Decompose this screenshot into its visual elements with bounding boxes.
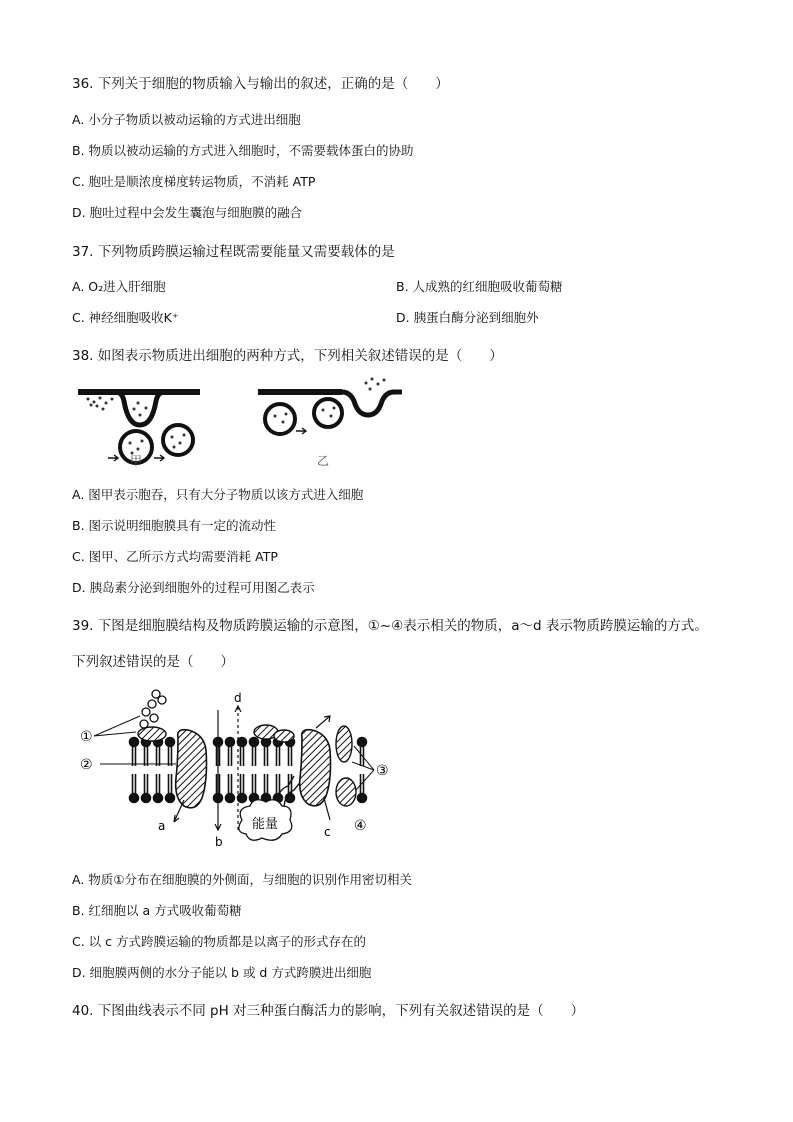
question-39-stem-line2: 下列叙述错误的是（ ）: [72, 654, 234, 670]
q39-option-c: C. 以 c 方式跨膜运输的物质都是以离子的形式存在的: [72, 934, 366, 949]
label-2: ②: [80, 757, 93, 773]
q37-option-c: C. 神经细胞吸收K⁺: [72, 310, 179, 325]
q37-option-d: D. 胰蛋白酶分泌到细胞外: [396, 310, 539, 325]
surface-protein-1: [138, 727, 166, 741]
carrier-protein-c: [300, 730, 331, 806]
q38-option-a: A. 图甲表示胞吞，只有大分子物质以该方式进入细胞: [72, 487, 364, 502]
q36-option-c: C. 胞吐是顺浓度梯度转运物质，不消耗 ATP: [72, 174, 316, 189]
q36-option-d: D. 胞吐过程中会发生囊泡与细胞膜的融合: [72, 205, 303, 220]
figure-label-jia: 甲: [130, 454, 143, 468]
label-1: ①: [80, 729, 93, 745]
q39-option-a: A. 物质①分布在细胞膜的外侧面，与细胞的识别作用密切相关: [72, 872, 412, 887]
q38-option-c: C. 图甲、乙所示方式均需要消耗 ATP: [72, 549, 278, 564]
label-c: c: [324, 825, 331, 839]
endo-exocytosis-figure: [72, 375, 412, 475]
question-38-stem: 38. 如图表示物质进出细胞的两种方式，下列相关叙述错误的是（ ）: [72, 348, 503, 364]
q37-option-a: A. O₂进入肝细胞: [72, 279, 166, 294]
q39-option-b: B. 红细胞以 a 方式吸收葡萄糖: [72, 903, 242, 918]
arrow-b: [215, 710, 221, 830]
question-36-stem: 36. 下列关于细胞的物质输入与输出的叙述，正确的是（ ）: [72, 76, 449, 92]
glycoprotein-chain: [140, 690, 166, 728]
label-3: ③: [376, 763, 389, 779]
carrier-protein-a: [176, 730, 207, 808]
question-39-stem-line1: 39. 下图是细胞膜结构及物质跨膜运输的示意图，①~④表示相关的物质，a～d 表示物质跨膜运输的方式。: [72, 618, 708, 634]
q38-option-d: D. 胰岛素分泌到细胞外的过程可用图乙表示: [72, 580, 315, 595]
question-37-stem: 37. 下列物质跨膜运输过程既需要能量又需要载体的是: [72, 244, 395, 260]
q36-option-b: B. 物质以被动运输的方式进入细胞时，不需要载体蛋白的协助: [72, 143, 414, 158]
label-a: a: [158, 819, 166, 833]
q39-option-d: D. 细胞膜两侧的水分子能以 b 或 d 方式跨膜进出细胞: [72, 965, 372, 980]
membrane-transport-figure: [80, 680, 410, 850]
figure-jia: [78, 389, 200, 463]
protein-4: [336, 778, 356, 806]
question-40-stem: 40. 下图曲线表示不同 pH 对三种蛋白酶活力的影响，下列有关叙述错误的是（ ）: [72, 1003, 585, 1019]
figure-label-yi: 乙: [317, 454, 330, 468]
q38-option-b: B. 图示说明细胞膜具有一定的流动性: [72, 518, 277, 533]
label-energy: 能量: [252, 817, 279, 832]
q37-option-b: B. 人成熟的红细胞吸收葡萄糖: [396, 279, 563, 294]
q36-option-a: A. 小分子物质以被动运输的方式进出细胞: [72, 112, 301, 127]
label-b: b: [215, 835, 223, 849]
figure-yi: [258, 378, 402, 435]
label-4: ④: [354, 818, 367, 834]
label-d: d: [234, 691, 242, 705]
